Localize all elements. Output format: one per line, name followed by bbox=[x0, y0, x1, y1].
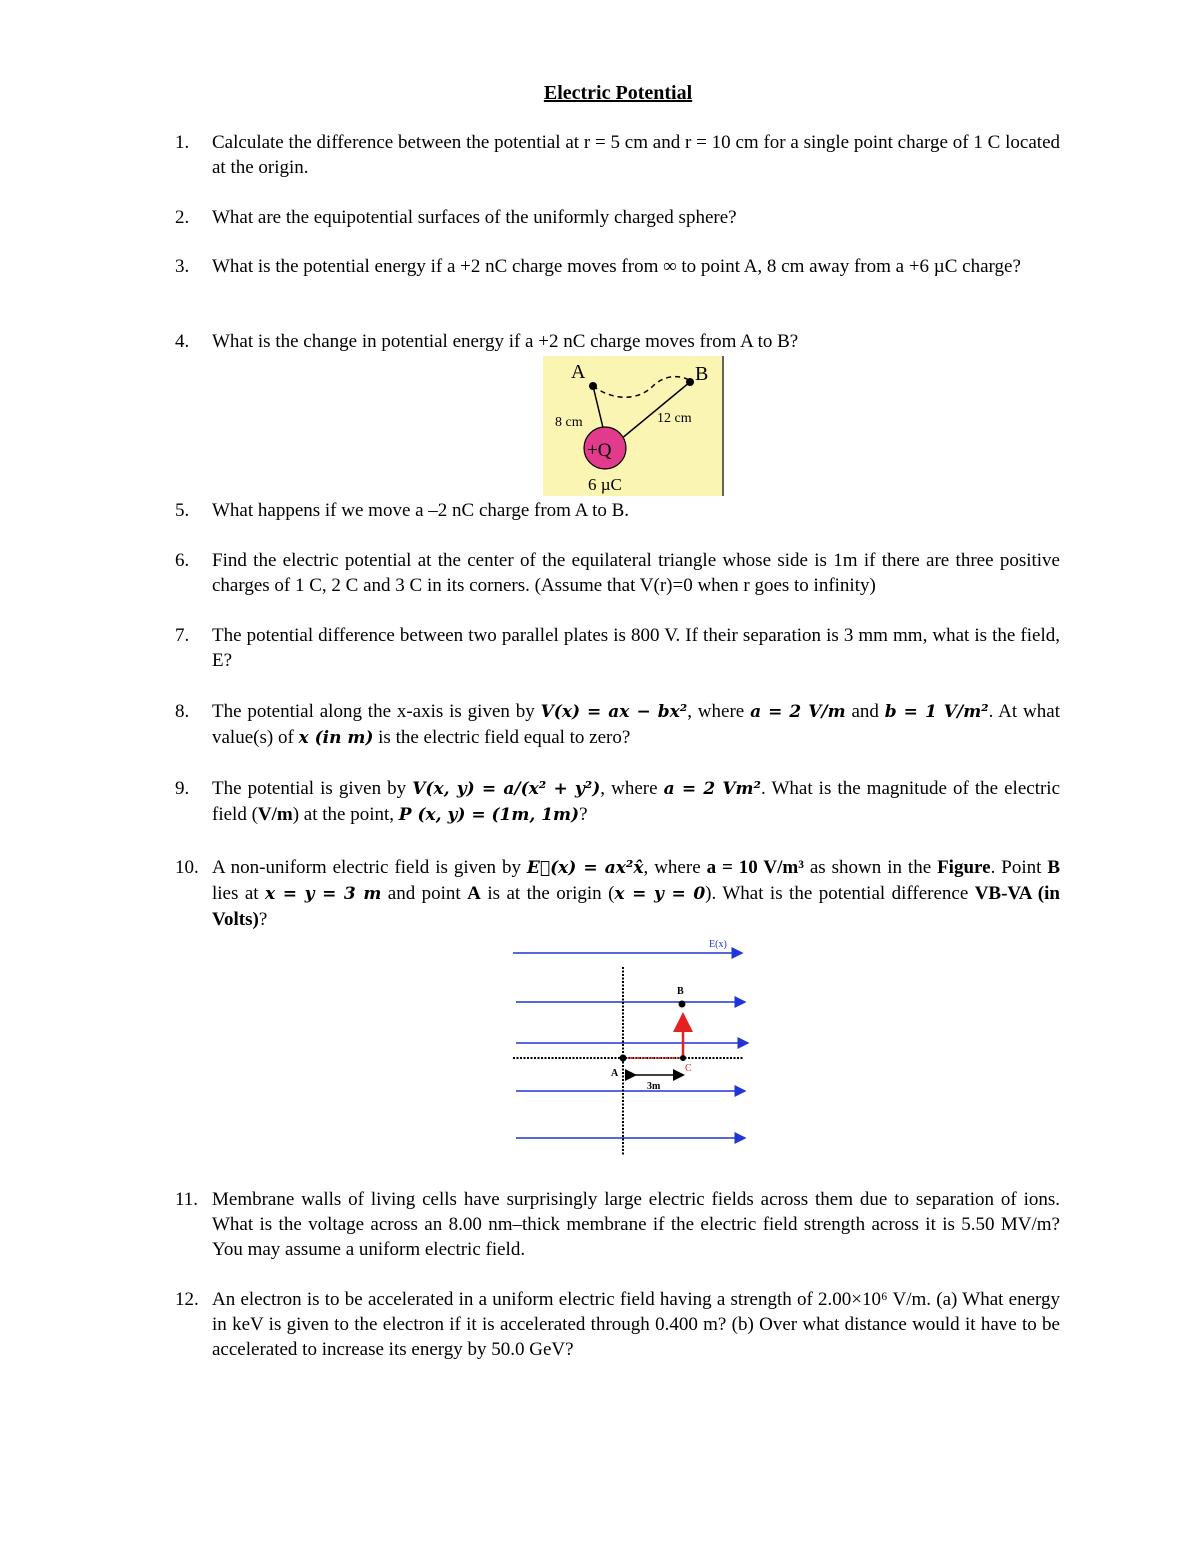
math: x = y = 0 bbox=[614, 884, 706, 904]
question-text: What are the equipotential surfaces of the uniformly charged sphere? bbox=[212, 207, 737, 228]
question-12 bbox=[175, 1287, 1060, 1362]
question-5 bbox=[175, 498, 1060, 523]
math: a = 2 V/m bbox=[750, 702, 846, 722]
point-c bbox=[680, 1055, 686, 1061]
charge-label: +Q bbox=[587, 440, 612, 461]
question-text: A non-uniform electric field is given by E⃗(x) = ax²x̂, where a = 10 V/m³ as shown in the Figure. Point B lies at x = y = 3 m and point A is at the origin (x = y = 0). What is the potential difference VB-VA (in Volts)? bbox=[212, 857, 1061, 930]
math: b = 1 V/m² bbox=[884, 702, 989, 722]
question-text: What happens if we move a –2 nC charge from A to B. bbox=[212, 500, 630, 521]
distance-b-label: 12 cm bbox=[657, 411, 692, 426]
math: V(x, y) = a/(x² + y²) bbox=[412, 779, 601, 799]
point-c-label: C bbox=[685, 1063, 692, 1074]
question-number: 12. bbox=[175, 1289, 199, 1310]
point-b bbox=[686, 378, 694, 386]
question-6 bbox=[175, 548, 1060, 598]
question-11 bbox=[175, 1187, 1060, 1262]
question-8 bbox=[175, 699, 1060, 751]
question-text: An electron is to be accelerated in a uniform electric field having a strength of 2.00×10⁶ V/m. (a) What energy in keV is given to the electron if it is accelerated through 0.400 m? (b) Over what distance would it have to be accelerated to increase its energy by 50.0 GeV? bbox=[212, 1289, 1060, 1360]
point-a bbox=[589, 382, 597, 390]
question-text: Find the electric potential at the center of the equilateral triangle whose side is 1m if there are three positive charges of 1 C, 2 C and 3 C in its corners. (Assume that V(r)=0 when r goes to infinity) bbox=[212, 550, 1060, 596]
question-text: What is the change in potential energy if a +2 nC charge moves from A to B? bbox=[212, 331, 799, 352]
question-text: The potential along the x-axis is given by V(x) = ax − bx², where a = 2 V/m and b = 1 V/m². At what value(s) of x (in m) is the electric field equal to zero? bbox=[212, 701, 1060, 748]
question-number: 10. bbox=[175, 857, 199, 878]
math: P (x, y) = (1m, 1m) bbox=[398, 805, 580, 825]
field-label: E(x) bbox=[709, 939, 727, 950]
question-number: 11. bbox=[175, 1189, 199, 1210]
question-number: 2. bbox=[175, 207, 190, 228]
question-3 bbox=[175, 254, 1060, 279]
question-2 bbox=[175, 205, 1060, 230]
charge-value-label: 6 µC bbox=[588, 475, 622, 494]
math: E⃗(x) = ax²x̂ bbox=[526, 858, 644, 878]
question-text: What is the potential energy if a +2 nC charge moves from ∞ to point A, 8 cm away from a +6 µC charge? bbox=[212, 256, 1021, 277]
point-a-label: A bbox=[611, 1068, 619, 1079]
math: a = 2 Vm² bbox=[663, 779, 761, 799]
page-title: Electric Potential bbox=[543, 82, 693, 104]
question-number: 7. bbox=[175, 625, 190, 646]
point-a-label: A bbox=[571, 361, 586, 383]
question-9 bbox=[175, 776, 1060, 828]
question-number: 4. bbox=[175, 331, 190, 352]
charge-diagram bbox=[543, 356, 725, 496]
question-number: 1. bbox=[175, 132, 190, 153]
question-text: The potential is given by V(x, y) = a/(x² + y²), where a = 2 Vm². What is the magnitude of the electric field (V/m) at the point, P (x, y) = (1m, 1m)? bbox=[212, 778, 1061, 825]
question-text: The potential difference between two parallel plates is 800 V. If their separation is 3 mm mm, what is the field, E? bbox=[212, 625, 1060, 671]
question-4 bbox=[175, 329, 1060, 354]
question-number: 3. bbox=[175, 256, 190, 277]
question-text: Calculate the difference between the potential at r = 5 cm and r = 10 cm for a single point charge of 1 C located at the origin. bbox=[212, 132, 1060, 178]
question-10 bbox=[175, 855, 1060, 932]
math: x (in m) bbox=[298, 728, 374, 748]
question-number: 6. bbox=[175, 550, 190, 571]
question-number: 8. bbox=[175, 701, 190, 722]
math: x = y = 3 m bbox=[264, 884, 382, 904]
point-b-label: B bbox=[677, 986, 684, 997]
question-number: 5. bbox=[175, 500, 190, 521]
question-7 bbox=[175, 623, 1060, 673]
question-number: 9. bbox=[175, 778, 190, 799]
question-text: Membrane walls of living cells have surprisingly large electric fields across them due to separation of ions. What is the voltage across an 8.00 nm–thick membrane if the electric field strength across it is 5.50 MV/m? You may assume a uniform electric field. bbox=[212, 1189, 1060, 1260]
point-a bbox=[620, 1055, 627, 1062]
point-b bbox=[679, 1001, 686, 1008]
point-b-label: B bbox=[695, 363, 709, 385]
question-1 bbox=[175, 130, 1060, 180]
distance-label: 3m bbox=[647, 1081, 661, 1092]
math: V(x) = ax − bx² bbox=[540, 702, 688, 722]
distance-a-label: 8 cm bbox=[555, 415, 583, 430]
field-diagram bbox=[510, 935, 760, 1157]
